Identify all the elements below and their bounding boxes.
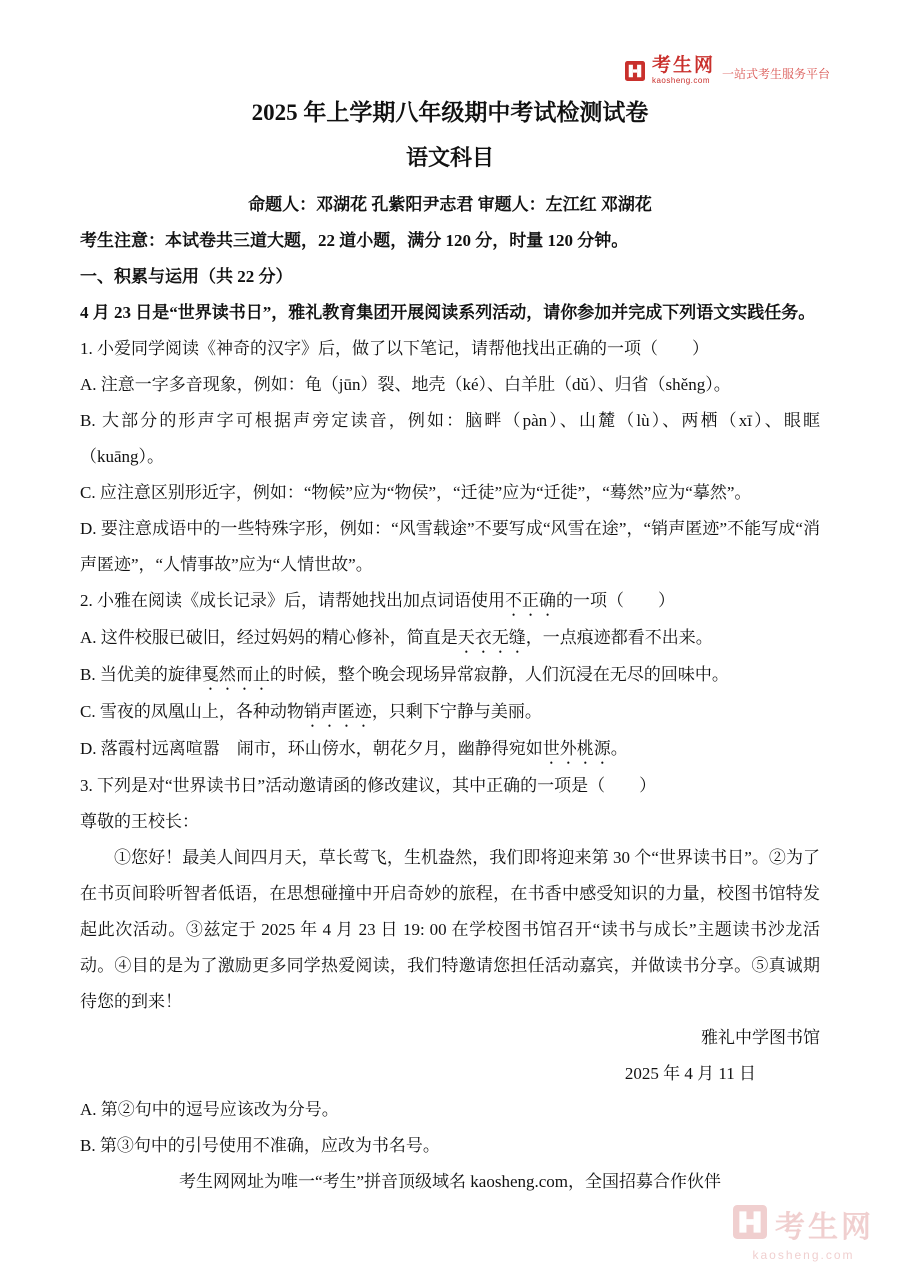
- q3-stem: 3. 下列是对“世界读书日”活动邀请函的修改建议，其中正确的一项是（ ）: [80, 776, 657, 795]
- kaosheng-watermark: [733, 1202, 874, 1262]
- emphasized-word: 戛然而止: [201, 665, 270, 684]
- q3-letter-date: 2025 年 4 月 11 日: [624, 1064, 756, 1083]
- text-segment: A. 这件校服已破旧，经过妈妈的精心修补，简直是: [80, 628, 458, 647]
- exam-subject: 语文科目: [405, 145, 494, 170]
- q2-option-d: [80, 731, 820, 768]
- text-segment: 2. 小雅在阅读《成长记录》后，请帮她找出加点词语使用: [80, 591, 505, 610]
- text-segment: 的一项（ ）: [556, 591, 675, 610]
- q3-letter-body: ①您好！最美人间四月天，草长莺飞，生机盎然，我们即将迎来第 30 个“世界读书日”。②为了在书页间聆听智者低语，在思想碰撞中开启奇妙的旅程，在书香中感受知识的力量，校图书馆特发起此次活动。③兹定于 2025 年 4 月 23 日 19: 00 在学校图书馆召开“读书与成长”主题读书沙龙活动。④目的是为了激励更多同学热爱阅读，我们特邀请您担任活动嘉宾，并做读书分享。⑤真诚期待您的到来！: [80, 848, 820, 1011]
- q1-option-c: C. 应注意区别形近字，例如：“物候”应为“物侯”，“迁徒”应为“迁徙”，“蓦然”应为“摹然”。: [80, 483, 752, 502]
- q1-stem: 1. 小爱同学阅读《神奇的汉字》后，做了以下笔记，请帮他找出正确的一项（ ）: [80, 339, 709, 358]
- kaosheng-watermark-icon: [733, 1205, 767, 1244]
- watermark-domain: kaosheng.com: [752, 1248, 855, 1262]
- q3-option-b: B. 第③句中的引号使用不准确，应改为书名号。: [80, 1136, 440, 1155]
- q3-letter-signature: 雅礼中学图书馆: [701, 1028, 820, 1047]
- q2-option-c: [80, 694, 820, 731]
- text-segment: ，只剩下宁静与美丽。: [371, 702, 542, 721]
- q3-letter-salutation: 尊敬的王校长：: [80, 812, 199, 831]
- emphasized-word: 销声匿迹: [303, 702, 372, 721]
- emphasized-word: 不正确: [505, 591, 556, 610]
- q2-option-b: [80, 657, 820, 694]
- kaosheng-logo[interactable]: [625, 56, 830, 85]
- emphasized-word: 世外桃源: [542, 739, 611, 758]
- q1-option-d: D. 要注意成语中的一些特殊字形，例如：“风雪载途”不要写成“风雪在途”，“销声匿迹”不能写成“消声匿迹”，“人情事故”应为“人情世故”。: [80, 519, 820, 574]
- watermark-brand: 考生网: [775, 1211, 874, 1244]
- kaosheng-logo-icon: [625, 61, 645, 81]
- section-intro: 4 月 23 日是“世界读书日”，雅礼教育集团开展阅读系列活动，请你参加并完成下列语文实践任务。: [80, 303, 816, 322]
- brand-text-block: [652, 56, 715, 85]
- q3-option-a: A. 第②句中的逗号应该改为分号。: [80, 1100, 339, 1119]
- text-segment: 。: [610, 739, 628, 758]
- text-segment: ，一点痕迹都看不出来。: [525, 628, 713, 647]
- text-segment: B. 当优美的旋律: [80, 665, 202, 684]
- brand-domain: kaosheng.com: [651, 76, 710, 85]
- text-segment: C. 雪夜的凤凰山上，各种动物: [80, 702, 304, 721]
- brand-tagline: 一站式考生服务平台: [721, 66, 830, 81]
- q2-option-a: [80, 620, 820, 657]
- page-footer-note: 考生网网址为唯一“考生”拼音顶级域名 kaosheng.com，全国招募合作伙伴: [178, 1172, 722, 1191]
- brand-name: 考生网: [651, 55, 715, 76]
- q2-stem: [80, 583, 820, 620]
- authors-line: 命题人：邓湖花 孔紫阳尹志君 审题人：左江红 邓湖花: [248, 195, 652, 214]
- exam-title: 2025 年上学期八年级期中考试检测试卷: [251, 100, 649, 125]
- notice-line: 考生注意：本试卷共三道大题，22 道小题，满分 120 分，时量 120 分钟。: [80, 231, 629, 250]
- q1-option-b: B. 大部分的形声字可根据声旁定读音，例如：脑畔（pàn）、山麓（lù）、两栖（xī）、眼眶（kuāng）。: [80, 411, 820, 466]
- text-segment: 的时候，整个晚会现场异常寂静，人们沉浸在无尽的回味中。: [269, 665, 729, 684]
- section-heading: 一、积累与运用（共 22 分）: [80, 267, 293, 286]
- q1-option-a: A. 注意一字多音现象，例如：龟（jūn）裂、地壳（ké）、白羊肚（dǔ）、归省（shěng）。: [80, 375, 731, 394]
- text-segment: D. 落霞村远离喧嚣 闹市，环山傍水，朝花夕月，幽静得宛如: [80, 739, 543, 758]
- emphasized-word: 天衣无缝: [457, 628, 526, 647]
